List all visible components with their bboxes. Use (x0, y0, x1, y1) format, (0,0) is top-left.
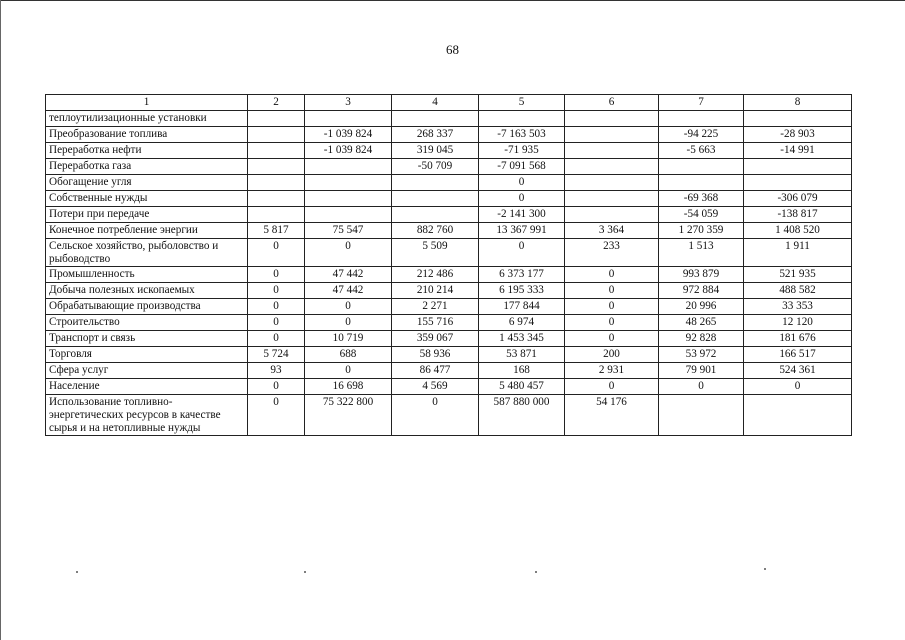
row-label: Сельское хозяйство, рыболовство и рыбоводство (46, 239, 248, 267)
table-cell (305, 191, 392, 207)
table-cell: 48 265 (659, 315, 744, 331)
table-cell: 6 373 177 (479, 267, 565, 283)
table-row (46, 207, 852, 223)
table-cell: 166 517 (744, 347, 852, 363)
table-cell: 0 (248, 299, 305, 315)
table-row (46, 331, 852, 347)
table-cell (744, 395, 852, 436)
table-cell: 0 (479, 191, 565, 207)
row-label: Добыча полезных ископаемых (46, 283, 248, 299)
table-cell: -69 368 (659, 191, 744, 207)
table-cell (248, 207, 305, 223)
table-cell: 10 719 (305, 331, 392, 347)
table-cell (659, 159, 744, 175)
table-cell: 0 (744, 379, 852, 395)
row-label: Население (46, 379, 248, 395)
header-cell: 2 (248, 95, 305, 111)
table-cell: 0 (248, 395, 305, 436)
table-cell: -28 903 (744, 127, 852, 143)
table-cell: 155 716 (392, 315, 479, 331)
scan-speck (764, 568, 766, 570)
table-row (46, 111, 852, 127)
table-cell (565, 159, 659, 175)
table-cell (659, 111, 744, 127)
table-cell: 0 (248, 331, 305, 347)
scan-speck (304, 571, 306, 573)
table-cell: 0 (248, 239, 305, 267)
table-cell: 0 (659, 379, 744, 395)
table-cell (744, 111, 852, 127)
table-cell: 0 (305, 363, 392, 379)
table-cell: 0 (248, 267, 305, 283)
table-cell: 33 353 (744, 299, 852, 315)
table-cell: 0 (248, 379, 305, 395)
table-row (46, 143, 852, 159)
table-cell (392, 111, 479, 127)
header-cell: 5 (479, 95, 565, 111)
header-cell: 3 (305, 95, 392, 111)
table-row (46, 315, 852, 331)
table-row (46, 239, 852, 267)
table-cell: 233 (565, 239, 659, 267)
table-cell: 1 513 (659, 239, 744, 267)
header-cell: 1 (46, 95, 248, 111)
table-cell: 3 364 (565, 223, 659, 239)
row-label: Сфера услуг (46, 363, 248, 379)
table-cell: 210 214 (392, 283, 479, 299)
table-cell: 5 480 457 (479, 379, 565, 395)
header-cell: 7 (659, 95, 744, 111)
table-row (46, 159, 852, 175)
table-cell: 972 884 (659, 283, 744, 299)
table-cell: 2 271 (392, 299, 479, 315)
table-row (46, 191, 852, 207)
table-cell: 12 120 (744, 315, 852, 331)
table-cell: 359 067 (392, 331, 479, 347)
table-cell: 4 569 (392, 379, 479, 395)
table-cell: 5 724 (248, 347, 305, 363)
table-cell: 319 045 (392, 143, 479, 159)
table-cell: 181 676 (744, 331, 852, 347)
table-cell: 521 935 (744, 267, 852, 283)
table-row (46, 283, 852, 299)
table-cell: 0 (305, 315, 392, 331)
table-cell (248, 127, 305, 143)
table-cell: 6 195 333 (479, 283, 565, 299)
header-cell: 4 (392, 95, 479, 111)
header-cell: 6 (565, 95, 659, 111)
table-cell (565, 143, 659, 159)
table-cell: -14 991 (744, 143, 852, 159)
table-row (46, 127, 852, 143)
table-cell: 0 (565, 299, 659, 315)
table-cell: 0 (565, 379, 659, 395)
table-row (46, 223, 852, 239)
table-cell (565, 127, 659, 143)
table-cell: 0 (565, 315, 659, 331)
table-cell: 993 879 (659, 267, 744, 283)
table-cell: 212 486 (392, 267, 479, 283)
table-header-row (46, 95, 852, 111)
table-cell: -7 091 568 (479, 159, 565, 175)
row-label: Промышленность (46, 267, 248, 283)
row-label: Потери при передаче (46, 207, 248, 223)
row-label: Обрабатывающие производства (46, 299, 248, 315)
table-cell (565, 191, 659, 207)
table-cell (659, 395, 744, 436)
row-label: Торговля (46, 347, 248, 363)
table-body (46, 95, 852, 436)
table-cell (392, 175, 479, 191)
table-cell: 0 (248, 315, 305, 331)
table-cell: -138 817 (744, 207, 852, 223)
table-cell (744, 175, 852, 191)
table-cell: 53 871 (479, 347, 565, 363)
table-cell (565, 207, 659, 223)
table-cell: -54 059 (659, 207, 744, 223)
table-cell: 268 337 (392, 127, 479, 143)
table-cell: -71 935 (479, 143, 565, 159)
table-cell: 13 367 991 (479, 223, 565, 239)
table-cell: 1 453 345 (479, 331, 565, 347)
table-cell: -94 225 (659, 127, 744, 143)
table-cell: 1 911 (744, 239, 852, 267)
table-cell: -1 039 824 (305, 127, 392, 143)
table-cell: 1 270 359 (659, 223, 744, 239)
table-row (46, 379, 852, 395)
table-cell: 5 509 (392, 239, 479, 267)
table-row (46, 347, 852, 363)
scan-frame-left (0, 0, 1, 640)
table-cell: -1 039 824 (305, 143, 392, 159)
table-cell (248, 159, 305, 175)
table-cell: 5 817 (248, 223, 305, 239)
table-cell: 0 (565, 331, 659, 347)
row-label: теплоутилизационные установки (46, 111, 248, 127)
row-label: Конечное потребление энергии (46, 223, 248, 239)
table-cell: 0 (305, 299, 392, 315)
row-label: Переработка нефти (46, 143, 248, 159)
row-label: Собственные нужды (46, 191, 248, 207)
table-cell: 0 (565, 267, 659, 283)
table-cell: 75 322 800 (305, 395, 392, 436)
table-cell: 16 698 (305, 379, 392, 395)
table-cell: 92 828 (659, 331, 744, 347)
table-cell: 0 (305, 239, 392, 267)
table-cell: -5 663 (659, 143, 744, 159)
table-cell: -7 163 503 (479, 127, 565, 143)
table-row (46, 175, 852, 191)
table-row (46, 267, 852, 283)
table-row (46, 395, 852, 436)
table-cell: 488 582 (744, 283, 852, 299)
table-cell: 86 477 (392, 363, 479, 379)
scan-frame-top (0, 0, 905, 1)
header-cell: 8 (744, 95, 852, 111)
row-label: Транспорт и связь (46, 331, 248, 347)
table-cell: 0 (565, 283, 659, 299)
table-cell: 2 931 (565, 363, 659, 379)
row-label: Преобразование топлива (46, 127, 248, 143)
table-cell: 0 (479, 175, 565, 191)
table-cell (392, 191, 479, 207)
scan-speck (76, 571, 78, 573)
table-cell: 75 547 (305, 223, 392, 239)
table-cell: 93 (248, 363, 305, 379)
table-cell (305, 111, 392, 127)
table-cell: 0 (479, 239, 565, 267)
table-cell (744, 159, 852, 175)
table-cell (392, 207, 479, 223)
table-cell (659, 175, 744, 191)
table-cell: 47 442 (305, 283, 392, 299)
table-row (46, 363, 852, 379)
table-cell: 54 176 (565, 395, 659, 436)
table-cell: 168 (479, 363, 565, 379)
row-label: Строительство (46, 315, 248, 331)
table-cell (248, 191, 305, 207)
row-label: Обогащение угля (46, 175, 248, 191)
table-cell: 177 844 (479, 299, 565, 315)
table-cell: 882 760 (392, 223, 479, 239)
row-label: Использование топливно-энергетических ресурсов в качестве сырья и на нетопливные нужды (46, 395, 248, 436)
table-cell (305, 207, 392, 223)
table-cell (479, 111, 565, 127)
table-cell: 524 361 (744, 363, 852, 379)
table-cell: -2 141 300 (479, 207, 565, 223)
scan-speck (535, 571, 537, 573)
table-cell (565, 175, 659, 191)
table-cell (248, 111, 305, 127)
table-cell: 0 (392, 395, 479, 436)
table-cell: 47 442 (305, 267, 392, 283)
table-cell (305, 175, 392, 191)
table-cell (305, 159, 392, 175)
table-row (46, 299, 852, 315)
energy-balance-table (45, 94, 852, 436)
table-cell: 20 996 (659, 299, 744, 315)
table-cell (565, 111, 659, 127)
table-cell: 6 974 (479, 315, 565, 331)
table-cell: 587 880 000 (479, 395, 565, 436)
row-label: Переработка газа (46, 159, 248, 175)
table-cell: 688 (305, 347, 392, 363)
table-cell: 79 901 (659, 363, 744, 379)
table-cell: 1 408 520 (744, 223, 852, 239)
table-cell: 58 936 (392, 347, 479, 363)
page-number: 68 (446, 42, 459, 57)
table-cell (248, 175, 305, 191)
table-cell: 0 (248, 283, 305, 299)
table-cell: -50 709 (392, 159, 479, 175)
table-cell: -306 079 (744, 191, 852, 207)
table-cell: 53 972 (659, 347, 744, 363)
table-cell (248, 143, 305, 159)
table-cell: 200 (565, 347, 659, 363)
